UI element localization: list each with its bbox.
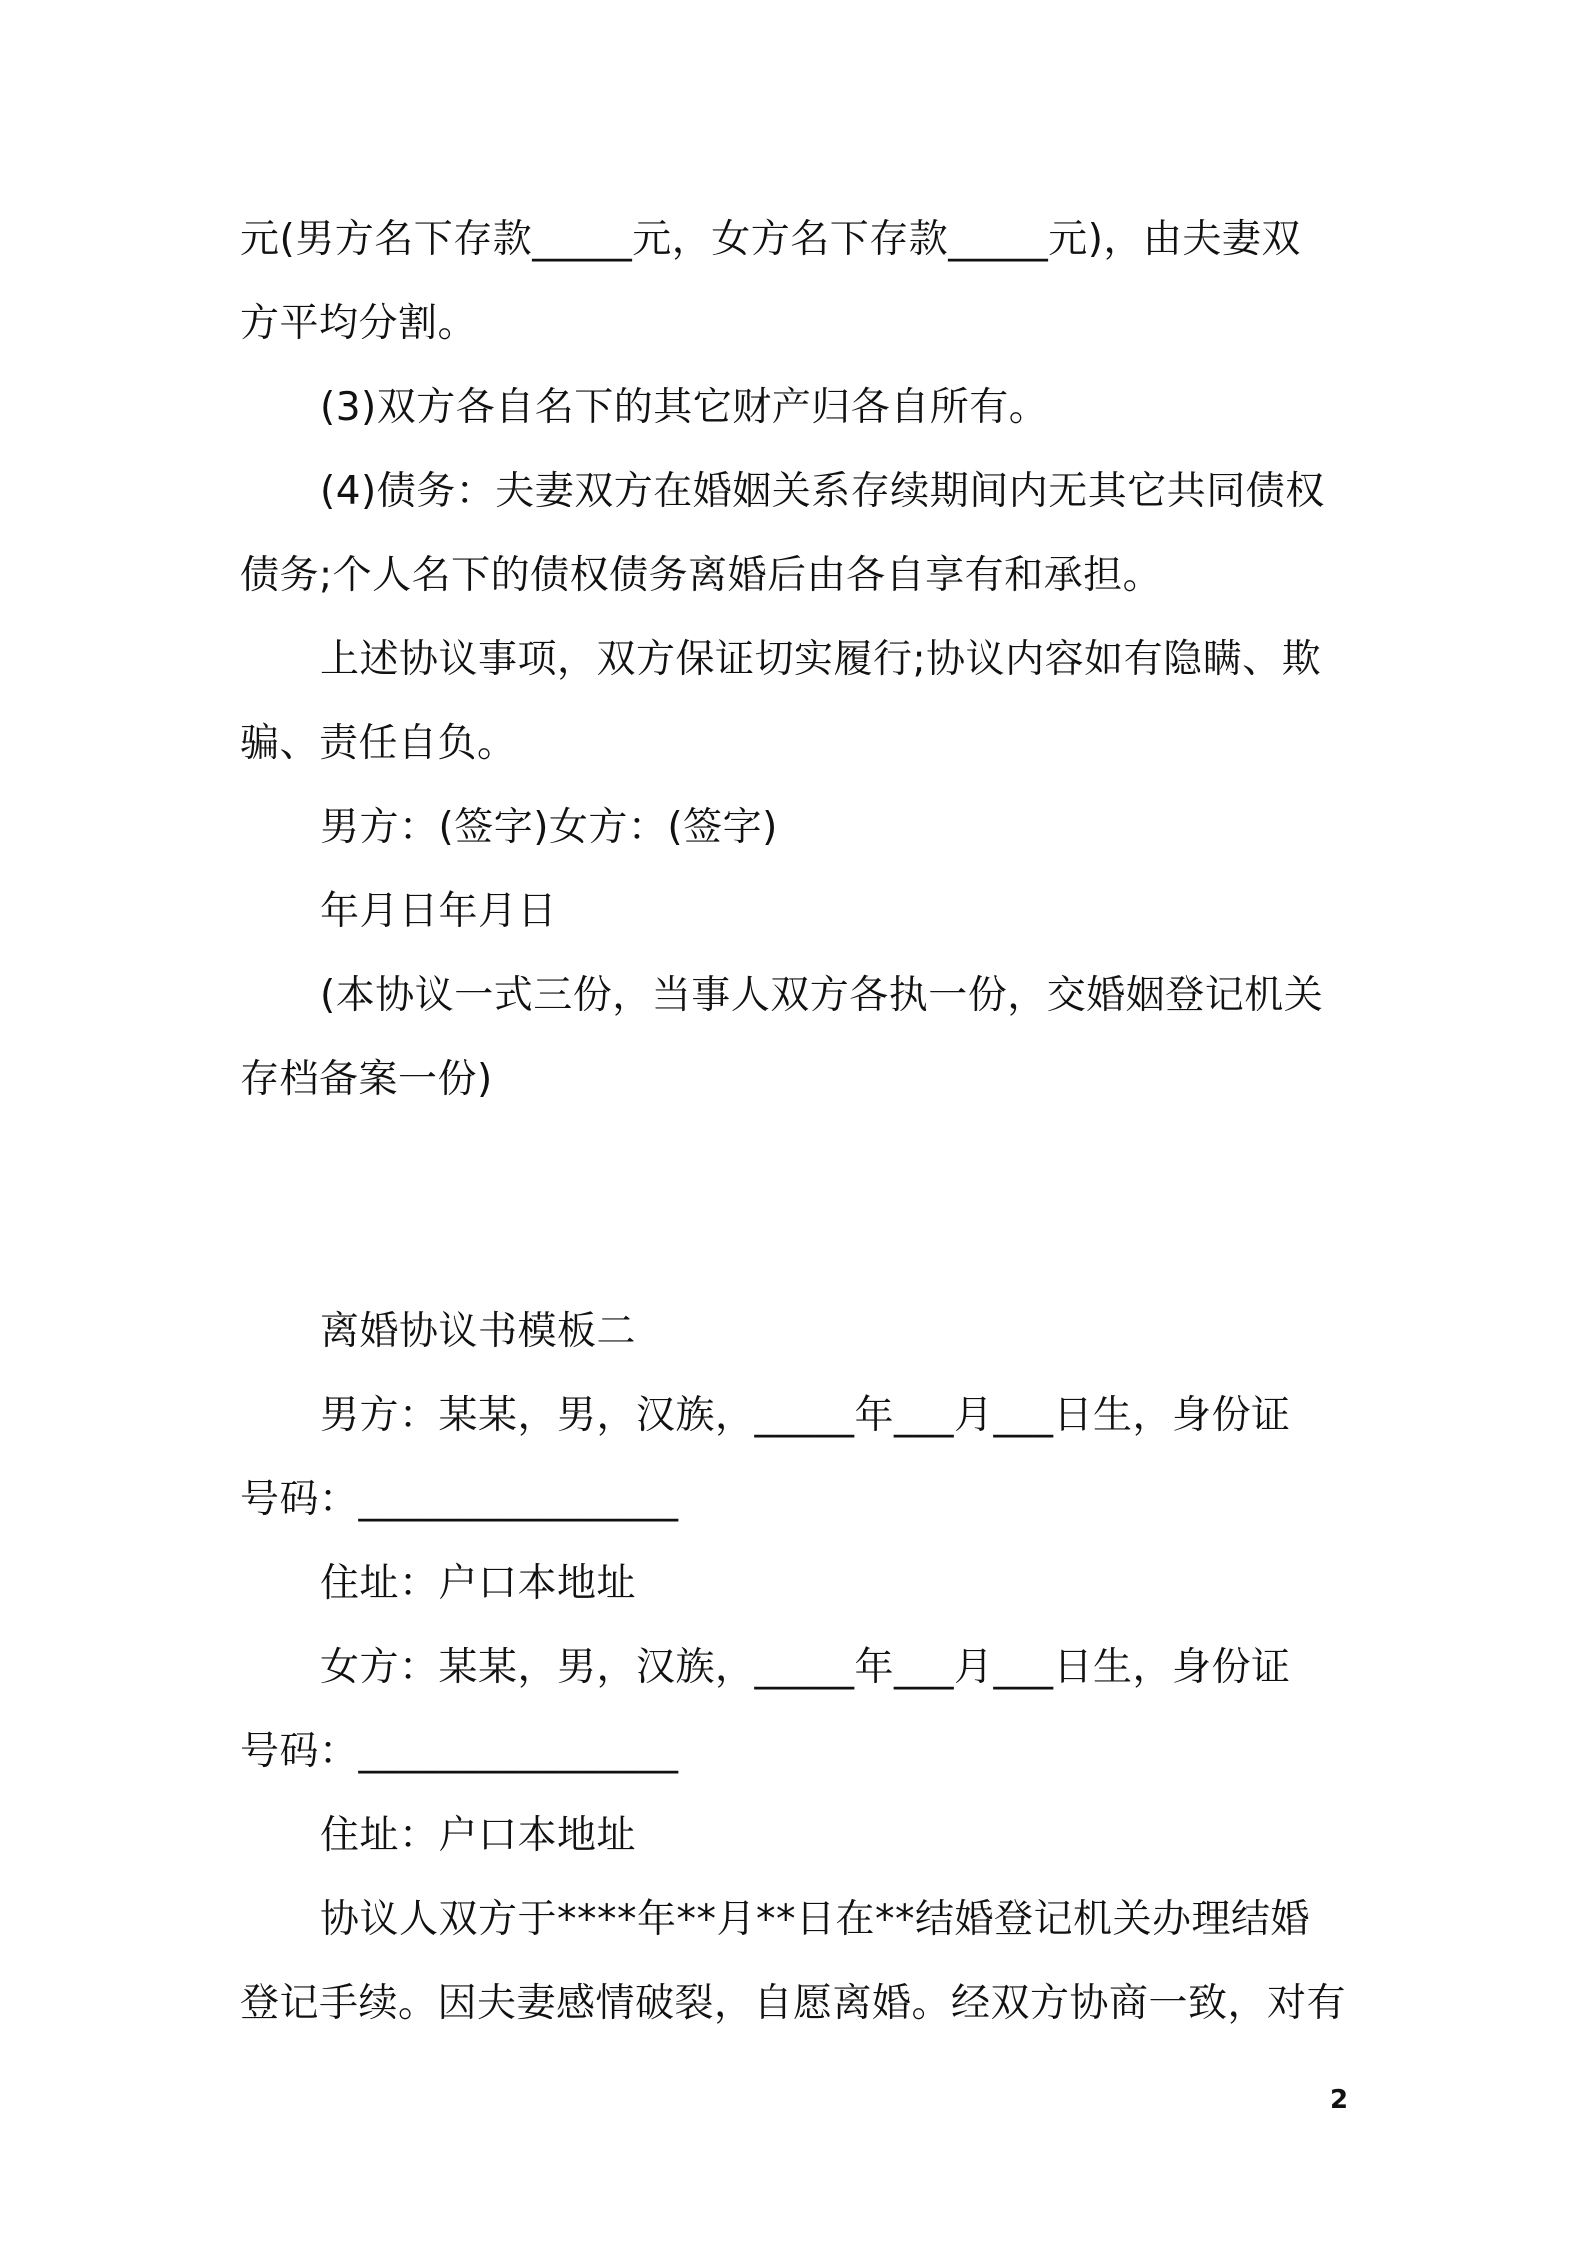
text-line: 登记手续。因夫妻感情破裂，自愿离婚。经双方协商一致，对有 [240,1981,1347,2026]
text-line: (本协议一式三份，当事人双方各执一份，交婚姻登记机关 [320,973,1324,1018]
section-title: 离婚协议书模板二 [320,1309,637,1354]
text-line: (3)双方各自名下的其它财产归各自所有。 [320,385,1049,430]
text-line: 号码：________________ [240,1477,679,1522]
text-line: 元(男方名下存款_____元，女方名下存款_____元)，由夫妻双 [240,217,1301,262]
text-line: 上述协议事项，双方保证切实履行;协议内容如有隐瞒、欺 [320,637,1322,682]
text-line: 女方：某某，男，汉族，_____年___月___日生，身份证 [320,1645,1291,1690]
page-number: 2 [1330,2085,1349,2115]
text-line: 债务;个人名下的债权债务离婚后由各自享有和承担。 [240,553,1163,598]
text-line: 男方：某某，男，汉族，_____年___月___日生，身份证 [320,1393,1291,1438]
text-line: 方平均分割。 [240,301,478,346]
text-line: 号码：________________ [240,1729,679,1774]
text-line: 住址：户口本地址 [320,1813,637,1858]
document-body [240,198,1350,2046]
text-line: 骗、责任自负。 [240,721,517,766]
signature-line: 男方：(签字)女方：(签字) [320,805,778,850]
date-line: 年月日年月日 [320,889,558,934]
text-line: 住址：户口本地址 [320,1561,637,1606]
text-line: 存档备案一份) [240,1057,493,1102]
text-line: (4)债务：夫妻双方在婚姻关系存续期间内无其它共同债权 [320,469,1325,514]
text-line: 协议人双方于****年**月**日在**结婚登记机关办理结婚 [320,1897,1311,1942]
